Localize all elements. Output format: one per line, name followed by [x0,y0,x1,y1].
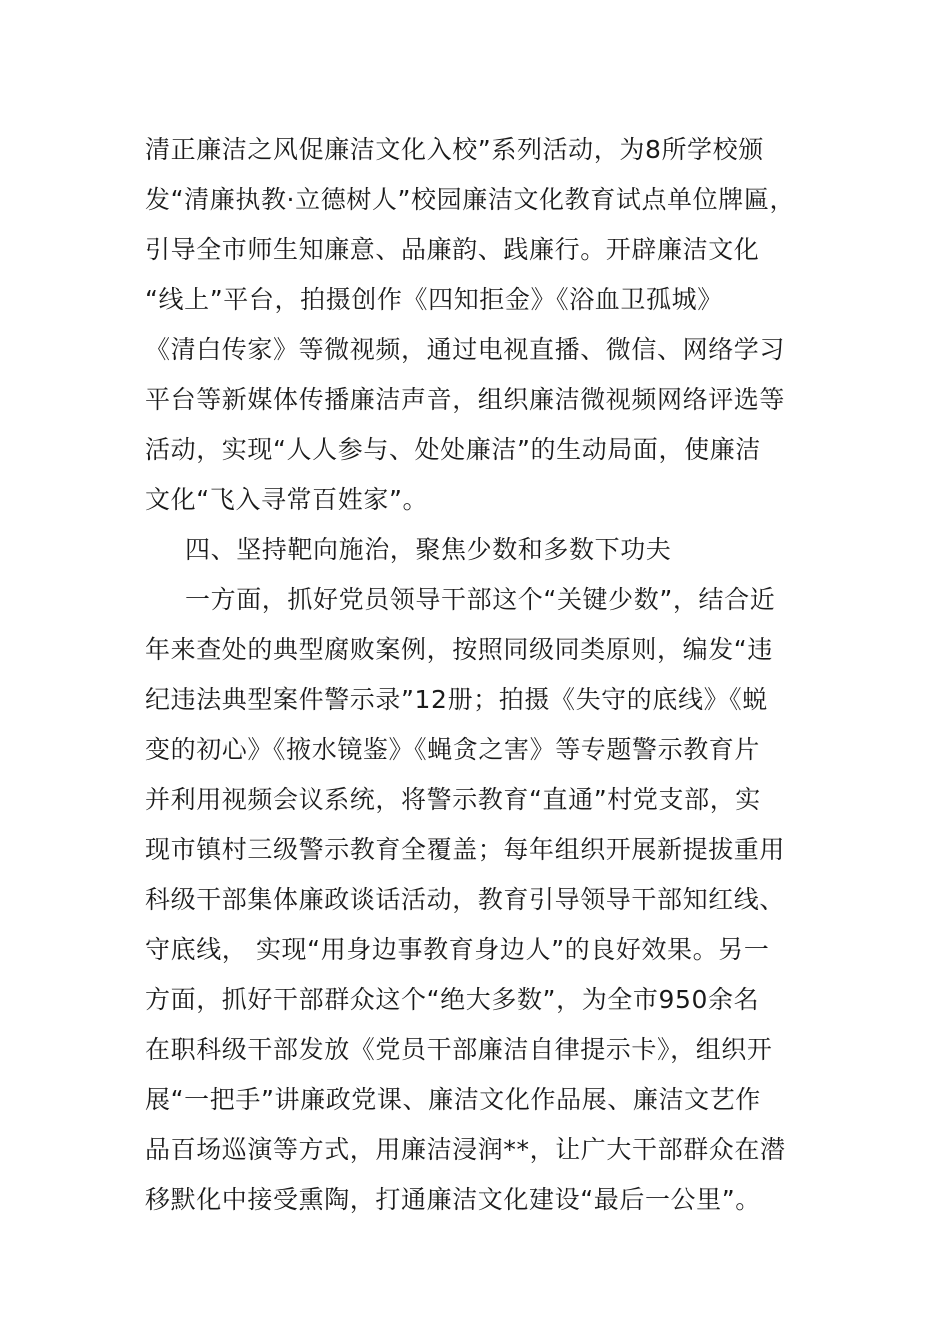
paragraph-2-line-7: 科级干部集体廉政谈话活动，教育引导领导干部知红线、 [145,885,786,914]
paragraph-1-line-4: “线上”平台，拍摄创作《四知拒金》《浴血卫孤城》 [145,285,723,314]
paragraph-2-line-10: 在职科级干部发放《党员干部廉洁自律提示卡》，组织开 [145,1035,773,1064]
paragraph-1-line-8: 文化“飞入寻常百姓家”。 [145,485,429,514]
paragraph-1-line-6: 平台等新媒体传播廉洁声音，组织廉洁微视频网络评选等 [145,385,786,414]
paragraph-2-line-4: 变的初心》《掖水镜鉴》《蝇贪之害》等专题警示教育片 [145,735,761,764]
paragraph-1-line-7: 活动，实现“人人参与、处处廉洁”的生动局面，使廉洁 [145,435,761,464]
section-heading-4: 四、坚持靶向施治，聚焦少数和多数下功夫 [185,535,672,564]
paragraph-2-line-13: 移默化中接受熏陶，打通廉洁文化建设“最后一公里”。 [145,1185,761,1214]
paragraph-1-line-1: 清正廉洁之风促廉洁文化入校”系列活动，为8所学校颁 [145,135,764,164]
paragraph-1-line-3: 引导全市师生知廉意、品廉韵、践廉行。开辟廉洁文化 [145,235,760,264]
paragraph-2-line-5: 并利用视频会议系统，将警示教育“直通”村党支部，实 [145,785,761,814]
paragraph-2-line-9: 方面，抓好干部群众这个“绝大多数”，为全市950余名 [145,985,760,1014]
paragraph-2-line-11: 展“一把手”讲廉政党课、廉洁文化作品展、廉洁文艺作 [145,1085,761,1114]
paragraph-1-line-5: 《清白传家》等微视频，通过电视直播、微信、网络学习 [145,335,786,364]
paragraph-1-line-2: 发“清廉执教·立德树人”校园廉洁文化教育试点单位牌匾， [145,185,796,214]
paragraph-2-line-1: 一方面，抓好党员领导干部这个“关键少数”，结合近 [185,585,776,614]
paragraph-2-line-3: 纪违法典型案件警示录”12册；拍摄《失守的底线》《蜕 [145,685,768,714]
paragraph-2-line-8: 守底线， 实现“用身边事教育身边人”的良好效果。另一 [145,935,770,964]
paragraph-2-line-6: 现市镇村三级警示教育全覆盖；每年组织开展新提拔重用 [145,835,786,864]
paragraph-2-line-12: 品百场巡演等方式，用廉洁浸润**，让广大干部群众在潜 [145,1135,786,1164]
paragraph-2-line-2: 年来查处的典型腐败案例，按照同级同类原则，编发“违 [145,635,773,664]
